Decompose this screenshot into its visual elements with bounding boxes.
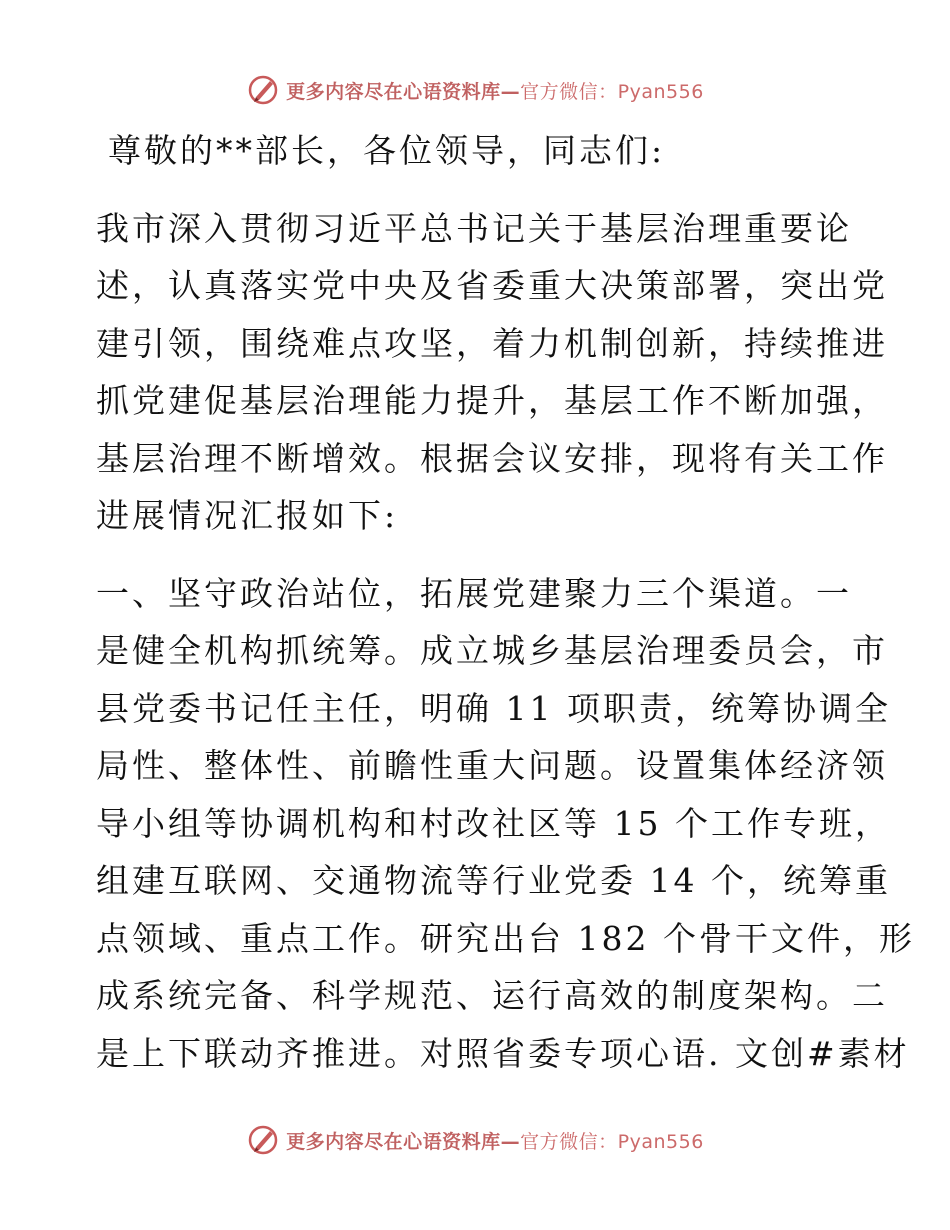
paragraph-line: 是健全机构抓统筹。成立城乡基层治理委员会，市: [96, 631, 888, 670]
header-banner-text: [286, 77, 704, 104]
header-site-text: 更多内容尽在心语资料库—: [286, 80, 521, 103]
paragraph-line: 述，认真落实党中央及省委重大决策部署，突出党: [96, 266, 888, 305]
footer-site-text: 更多内容尽在心语资料库—: [286, 1130, 521, 1153]
header-banner: [0, 70, 950, 110]
paragraph-line: 成系统完备、科学规范、运行高效的制度架构。二: [96, 976, 888, 1015]
paragraph-line: 组建互联网、交通物流等行业党委 14 个，统筹重: [96, 861, 891, 900]
paragraph-line: 点领域、重点工作。研究出台 182 个骨干文件，形: [96, 918, 915, 958]
pen-logo-icon: [246, 1123, 280, 1157]
paragraph-line: 局性、整体性、前瞻性重大问题。设置集体经济领: [96, 746, 888, 785]
paragraph-line: 我市深入贯彻习近平总书记关于基层治理重要论: [96, 208, 852, 248]
paragraph-line: 是上下联动齐推进。对照省委专项心语. 文创#素材: [96, 1033, 910, 1073]
paragraph-line: 县党委书记任主任，明确 11 项职责，统筹协调全: [96, 688, 891, 728]
document-body: [96, 122, 915, 1102]
greeting: 尊敬的**部长，各位领导，同志们:: [108, 131, 666, 170]
paragraph-line: 抓党建促基层治理能力提升，基层工作不断加强，: [96, 381, 888, 420]
footer-wechat-text: 官方微信：Pyan556: [520, 1130, 704, 1153]
paragraph-line: 建引领，围绕难点攻坚，着力机制创新，持续推进: [96, 323, 888, 363]
pen-logo-icon: [246, 73, 280, 107]
paragraph-line: 一、坚守政治站位，拓展党建聚力三个渠道。一: [96, 573, 852, 613]
footer-banner: [0, 1120, 950, 1160]
paragraph-2: [96, 565, 915, 1083]
paragraph-line: 导小组等协调机构和村改社区等 15 个工作专班，: [96, 803, 891, 843]
header-wechat-text: 官方微信：Pyan556: [520, 80, 704, 103]
paragraph-1: [96, 200, 888, 545]
paragraph-line: 进展情况汇报如下:: [96, 496, 399, 535]
paragraph-line: 基层治理不断增效。根据会议安排，现将有关工作: [96, 438, 888, 478]
footer-banner-text: [286, 1127, 704, 1154]
